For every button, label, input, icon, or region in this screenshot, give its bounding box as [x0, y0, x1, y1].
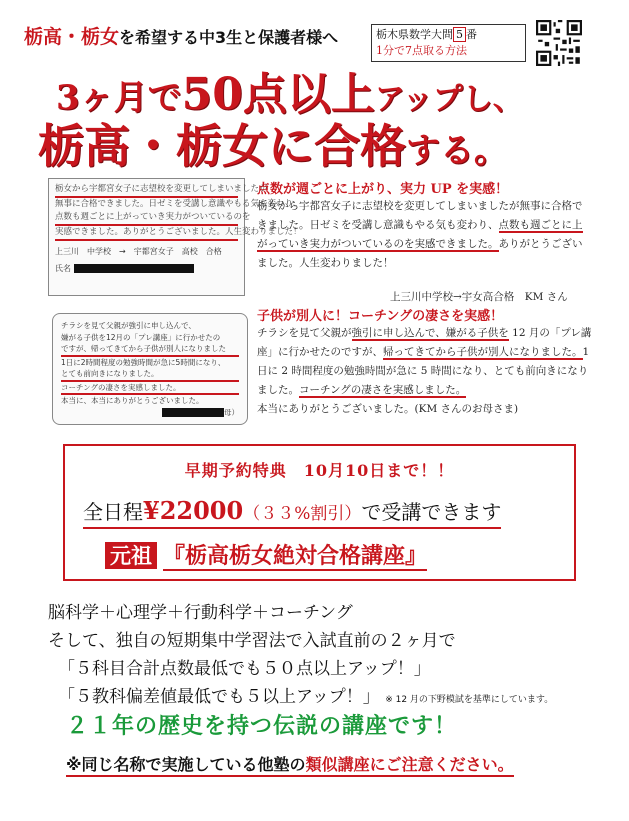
headline-up: アップし、 [374, 82, 523, 117]
course-name: 『栃高栃女絶対合格講座』 [163, 543, 428, 569]
testimonial1-body: 栃女から宇都宮女子に志望校を変更してしまいましたが無事に合格できました。日ゼミを受講し意識もやる気も変わり、点数も週ごとに上がっていき実力がついているのを実感できました。ありがとうございました。人生変わりました！ [257, 200, 583, 269]
letter2-line: チラシを見て父親が強引に申し込んで、 [61, 321, 196, 330]
qr-code-icon[interactable] [536, 20, 582, 66]
book-title: 栃木県数学大問 [376, 28, 453, 41]
target-audience-line [24, 22, 338, 49]
letter2-line: 1日に2時間程度の勉強時間が急に5時間になり、 [61, 357, 226, 367]
promise-total: 「５科目合計点数最低でも５０点以上アップ！」 [58, 659, 431, 679]
letter1-school: 上三川 中学校 → 宇都宮女子 高校 合格 [55, 247, 222, 256]
letter2-line: ですが、帰ってきてから子供が別人になりました [61, 343, 239, 357]
letter2-line: 本当に、本当にありがとうございました。 [61, 396, 204, 405]
handwritten-letter-1 [48, 178, 302, 296]
handwritten-letter-2 [52, 313, 248, 425]
letter1-line: 無事に合格できました。日ゼミを受講し意識やもる気も変わり、 [55, 199, 302, 209]
book-suffix: 番 [466, 28, 477, 41]
price: ¥22000 [143, 496, 244, 525]
letter1-name-label: 氏名 [55, 264, 71, 273]
caution-line: ※同じ名称で実施している他塾の類似講座にご注意ください。 [66, 752, 514, 777]
course-line [105, 539, 427, 570]
headline-line-2 [38, 110, 508, 176]
headline-pass: 栃高・栃女に合格 [38, 119, 406, 173]
price-line: 全日程¥22000（３３%割引）で受講できます [83, 496, 501, 529]
letter1-name-row [55, 262, 238, 275]
book-number: 5 [453, 27, 466, 42]
early-booking-deadline: 早期予約特典 10月10日まで！！ [184, 461, 455, 480]
book-reference-box [371, 24, 526, 62]
history-line: ２１年の歴史を持つ伝説の講座です！ [66, 713, 458, 739]
discount: （３３%割引） [243, 504, 362, 524]
redacted-name [162, 408, 224, 417]
target-schools: 栃高・栃女 [24, 26, 120, 48]
letter1-line: 栃女から宇都宮女子に志望校を変更してしまいましたが [55, 183, 238, 198]
method-description: そして、独自の短期集中学習法で入試直前の２ヶ月で [48, 631, 456, 651]
early-booking-box [63, 444, 576, 581]
testimonial1-signature: 上三川中学校→宇女高合格 KM さん [390, 291, 568, 303]
testimonial1-title: 点数が週ごとに上がり、実力 UP を実感！ [257, 182, 509, 197]
book-subtitle: 1分で7点取る方法 [376, 44, 467, 57]
baseline-note: ※ 12 月の下野模試を基準にしています。 [385, 695, 554, 705]
target-audience-text: を希望する中3生と保護者様へ [119, 28, 339, 47]
promise-deviation: 「５教科偏差値最低でも５以上アップ！」 ※ 12 月の下野模試を基準にしています。 [58, 687, 554, 707]
letter2-line: 嫌がる子供を12月の「プレ講座」に行かせたの [61, 332, 221, 342]
testimonial2-title: 子供が別人に！コーチングの凄さを実感！ [257, 309, 504, 324]
redacted-name [74, 264, 194, 273]
letter2-line: コーチングの凄さを実感しました。 [61, 382, 239, 396]
headline-points: 50点以上 [181, 69, 375, 120]
headline-suru: する。 [406, 131, 508, 171]
letter2-line: とても前向きになりました。 [61, 368, 239, 382]
letter1-line: 点数も週ごとに上がっていき実力がついているのを [55, 211, 238, 226]
method-line: 脳科学＋心理学＋行動科学＋コーチング [48, 603, 353, 623]
letter1-line: 実感できました。ありがとうございました。人生変わりました！ [55, 226, 238, 241]
letter2-sign-row: 母） [61, 407, 239, 419]
original-tag: 元祖 [105, 542, 157, 569]
testimonial2-body: チラシを見て父親が強引に申し込んで、嫌がる子供を 12 月の「プレ講座」に行かせたのですが、帰ってきてから子供が別人になりました。1 日に 2 時間程度の勉強時間が急に 5 時間になり、とても前向きになりました。コーチングの凄さを実感しました。 本当にありがとうございました。(KM さんのお母さま) [257, 327, 592, 415]
headline-months: 3ヶ月で [56, 78, 182, 118]
